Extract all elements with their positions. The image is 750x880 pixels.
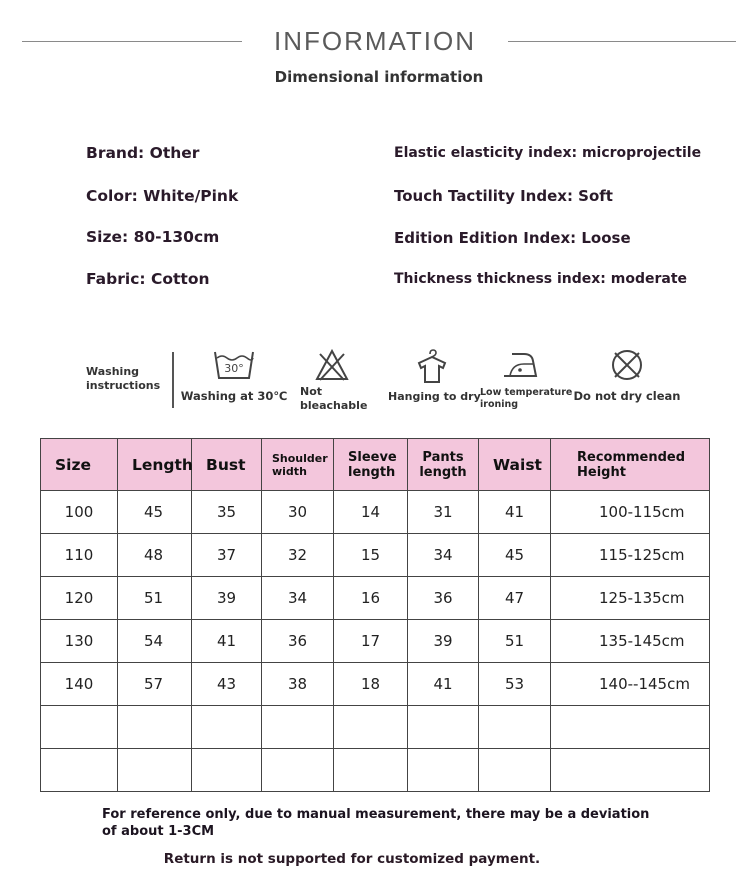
- header-height-line1: Recommended: [577, 449, 686, 465]
- cell-pants: 31: [408, 491, 479, 534]
- cell-height: 125-135cm: [551, 577, 710, 620]
- empty-cell: [408, 749, 479, 792]
- cell-shoulder: 30: [262, 491, 334, 534]
- cell-waist: 41: [479, 491, 551, 534]
- cell-shoulder: 36: [262, 620, 334, 663]
- header-recommended-height: [551, 439, 710, 491]
- care-low-iron: [480, 348, 573, 411]
- care-no-bleach-line1: Not: [300, 385, 323, 398]
- cell-length: 45: [118, 491, 192, 534]
- cell-bust: 39: [192, 577, 262, 620]
- size-table-body: [41, 491, 710, 792]
- care-divider: [172, 352, 174, 408]
- header-height-line2: Height: [577, 464, 626, 480]
- empty-cell: [118, 706, 192, 749]
- cell-bust: 37: [192, 534, 262, 577]
- header-shoulder-line1: Shoulder: [272, 451, 328, 465]
- care-no-dry-clean-text: Do not dry clean: [573, 389, 681, 403]
- header-size: Size: [41, 439, 118, 491]
- cell-height: 135-145cm: [551, 620, 710, 663]
- empty-cell: [334, 706, 408, 749]
- empty-cell: [192, 749, 262, 792]
- care-wash-30: [178, 348, 290, 403]
- do-not-bleach-icon: [314, 348, 350, 382]
- header-pants-line1: Pants: [422, 449, 464, 465]
- cell-sleeve: 16: [334, 577, 408, 620]
- cell-size: 130: [41, 620, 118, 663]
- cell-waist: 53: [479, 663, 551, 706]
- cell-waist: 47: [479, 577, 551, 620]
- elasticity-attribute: Elastic elasticity index: microprojectile: [394, 145, 702, 161]
- header-bust: Bust: [192, 439, 262, 491]
- header-sleeve-line1: Sleeve: [348, 449, 397, 465]
- cell-length: 57: [118, 663, 192, 706]
- empty-cell: [262, 749, 334, 792]
- cell-bust: 35: [192, 491, 262, 534]
- cell-length: 48: [118, 534, 192, 577]
- cell-sleeve: 15: [334, 534, 408, 577]
- empty-cell: [334, 749, 408, 792]
- cell-sleeve: 17: [334, 620, 408, 663]
- color-attribute: Color: White/Pink: [86, 187, 239, 205]
- care-no-bleach-line2: bleachable: [300, 399, 368, 412]
- empty-cell: [41, 706, 118, 749]
- page-subtitle: Dimensional information: [274, 68, 484, 86]
- empty-cell: [479, 706, 551, 749]
- empty-cell: [118, 749, 192, 792]
- cell-shoulder: 34: [262, 577, 334, 620]
- empty-cell: [479, 749, 551, 792]
- cell-size: 140: [41, 663, 118, 706]
- table-row: [41, 620, 710, 663]
- empty-table-row: [41, 749, 710, 792]
- cell-sleeve: 14: [334, 491, 408, 534]
- measurement-note: For reference only, due to manual measurement, there may be a deviation of about 1-3CM: [102, 807, 650, 839]
- empty-cell: [551, 706, 710, 749]
- header-pants-line2: length: [419, 464, 467, 480]
- cell-pants: 34: [408, 534, 479, 577]
- washing-label-line2: instructions: [86, 379, 161, 392]
- header-sleeve-length: [334, 439, 408, 491]
- washing-tub-30-icon: [212, 348, 256, 382]
- header-sleeve-line2: length: [348, 464, 396, 480]
- care-low-iron-line2: ironing: [480, 399, 519, 410]
- cell-length: 51: [118, 577, 192, 620]
- cell-pants: 39: [408, 620, 479, 663]
- header-waist: Waist: [479, 439, 551, 491]
- cell-size: 120: [41, 577, 118, 620]
- washing-instructions-label: [86, 365, 160, 393]
- empty-cell: [551, 749, 710, 792]
- table-header-row: [41, 439, 710, 491]
- do-not-dry-clean-icon: [610, 348, 644, 382]
- care-hang-dry: [388, 348, 481, 404]
- header-shoulder-width: [262, 439, 334, 491]
- empty-cell: [408, 706, 479, 749]
- cell-length: 54: [118, 620, 192, 663]
- cell-waist: 51: [479, 620, 551, 663]
- cell-sleeve: 18: [334, 663, 408, 706]
- cell-shoulder: 32: [262, 534, 334, 577]
- hanging-dry-icon: [415, 348, 449, 384]
- empty-cell: [262, 706, 334, 749]
- empty-cell: [192, 706, 262, 749]
- size-attribute: Size: 80-130cm: [86, 228, 220, 246]
- page-title: INFORMATION: [273, 26, 477, 56]
- empty-table-row: [41, 706, 710, 749]
- care-low-iron-line1: Low temperature: [480, 387, 573, 398]
- care-wash-text: Washing at 30℃: [180, 389, 288, 403]
- cell-size: 110: [41, 534, 118, 577]
- size-chart-table: [40, 438, 710, 792]
- care-no-dry-clean: [572, 348, 682, 403]
- cell-pants: 36: [408, 577, 479, 620]
- cell-height: 100-115cm: [551, 491, 710, 534]
- table-row: [41, 663, 710, 706]
- thickness-attribute: Thickness thickness index: moderate: [394, 271, 688, 287]
- cell-size: 100: [41, 491, 118, 534]
- return-policy: Return is not supported for customized payment.: [163, 851, 541, 867]
- cell-bust: 41: [192, 620, 262, 663]
- tub-temperature: 30°: [224, 362, 244, 375]
- cell-waist: 45: [479, 534, 551, 577]
- care-no-bleach: [298, 348, 368, 413]
- cell-pants: 41: [408, 663, 479, 706]
- empty-cell: [41, 749, 118, 792]
- cell-height: 140--145cm: [551, 663, 710, 706]
- header-pants-length: [408, 439, 479, 491]
- table-row: [41, 577, 710, 620]
- fabric-attribute: Fabric: Cotton: [86, 270, 210, 288]
- cell-bust: 43: [192, 663, 262, 706]
- header-length: Length: [118, 439, 192, 491]
- brand-attribute: Brand: Other: [86, 144, 200, 162]
- tactility-attribute: Touch Tactility Index: Soft: [394, 187, 613, 205]
- header-shoulder-line2: width: [272, 464, 307, 478]
- table-row: [41, 491, 710, 534]
- washing-label-line1: Washing: [86, 365, 140, 378]
- edition-attribute: Edition Edition Index: Loose: [394, 229, 631, 247]
- cell-height: 115-125cm: [551, 534, 710, 577]
- care-hang-dry-text: Hanging to dry: [388, 390, 481, 403]
- cell-shoulder: 38: [262, 663, 334, 706]
- table-row: [41, 534, 710, 577]
- low-temperature-iron-icon: [500, 348, 540, 382]
